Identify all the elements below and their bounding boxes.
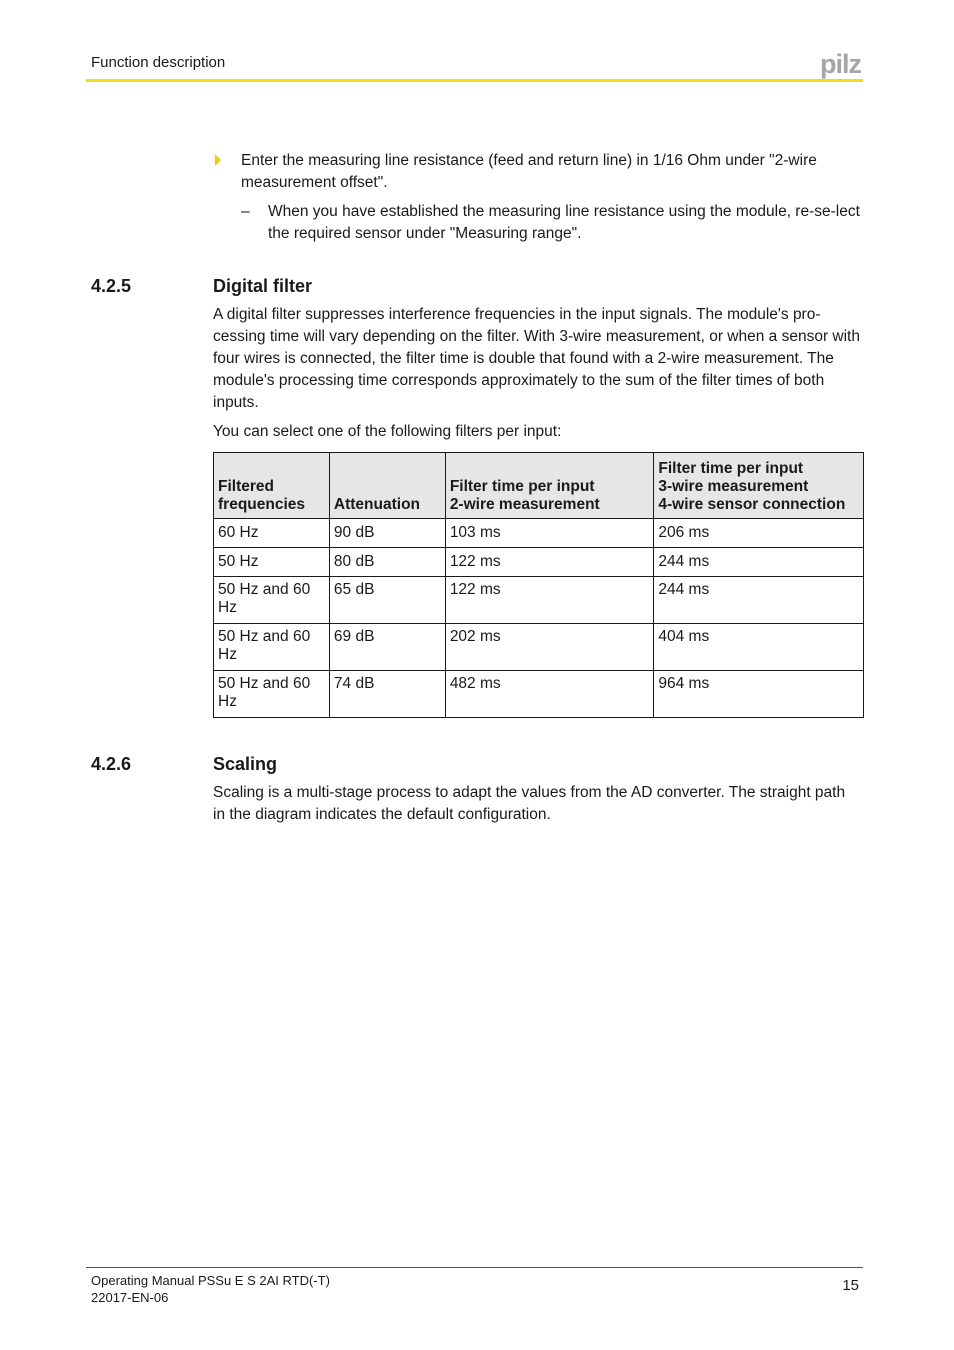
cell-time-2wire: 122 ms <box>445 548 654 577</box>
cell-attenuation: 90 dB <box>329 519 445 548</box>
cell-attenuation: 65 dB <box>329 577 445 624</box>
section-number-scaling: 4.2.6 <box>91 754 132 774</box>
header-text: 4-wire sensor connection <box>658 496 846 513</box>
header-filtered-frequencies <box>214 453 330 519</box>
header-text: 3-wire measurement <box>658 478 809 495</box>
header-text: Filtered <box>218 478 274 495</box>
cell-attenuation: 69 dB <box>329 624 445 671</box>
cell-time-3wire: 244 ms <box>654 548 864 577</box>
cell-attenuation: 74 dB <box>329 671 445 718</box>
svg-text:pilz: pilz <box>820 49 861 79</box>
cell-time-3wire: 244 ms <box>654 577 864 624</box>
instruction-bullet-text: Enter the measuring line resistance (feed and return line) in 1/16 Ohm under "2-wire measurement offset". <box>241 152 817 191</box>
filter-table <box>213 452 864 718</box>
cell-time-2wire: 202 ms <box>445 624 654 671</box>
cell-frequencies: 50 Hz and 60 Hz <box>214 624 330 671</box>
cell-time-2wire: 103 ms <box>445 519 654 548</box>
running-header-title: Function description <box>91 54 226 71</box>
section-title-digital-filter: Digital filter <box>213 276 313 296</box>
cell-attenuation: 80 dB <box>329 548 445 577</box>
header-text: Filter time per input <box>449 478 595 495</box>
cell-time-2wire: 122 ms <box>445 577 654 624</box>
section-number-digital-filter: 4.2.5 <box>91 276 132 296</box>
table-row <box>214 519 864 548</box>
table-row <box>214 671 864 718</box>
header-text: Attenuation <box>333 496 421 513</box>
header-text: Filter time per input <box>658 460 804 477</box>
cell-time-2wire: 482 ms <box>445 671 654 718</box>
page-number: 15 <box>842 1277 859 1294</box>
header-text: frequencies <box>218 496 306 513</box>
table-row <box>214 548 864 577</box>
footer-manual-title: Operating Manual PSSu E S 2AI RTD(-T) <box>91 1273 330 1288</box>
table-row <box>214 624 864 671</box>
result-dash: – <box>241 203 250 220</box>
footer-rule <box>86 1267 863 1268</box>
header-rule <box>86 79 863 82</box>
footer-doc-number: 22017-EN-06 <box>91 1290 169 1305</box>
cell-time-3wire: 964 ms <box>654 671 864 718</box>
table-row <box>214 577 864 624</box>
bullet-arrow-icon <box>215 154 221 166</box>
scaling-paragraph: Scaling is a multi-stage process to adapt the values from the AD converter. The straight path in the diagram indicates the default configuration. <box>213 784 846 823</box>
cell-frequencies: 60 Hz <box>214 519 330 548</box>
cell-frequencies: 50 Hz and 60 Hz <box>214 577 330 624</box>
cell-frequencies: 50 Hz and 60 Hz <box>214 671 330 718</box>
pilz-logo <box>818 49 866 79</box>
cell-frequencies: 50 Hz <box>214 548 330 577</box>
header-filter-time-2wire <box>445 453 654 519</box>
section-title-scaling: Scaling <box>213 754 278 774</box>
digital-filter-paragraph: A digital filter suppresses interference frequencies in the input signals. The module's pro-cessing time will vary depending on the filter. With 3-wire measurement, or when a sensor with four wires is connected, the filter time is double that found with a 2-wire measurement. The module's processing time corresponds approximately to the sum of the filter times of both inputs. <box>213 306 860 411</box>
result-text: When you have established the measuring line resistance using the module, re-se-lect the required sensor under "Measuring range". <box>268 203 860 242</box>
header-filter-time-3wire <box>654 453 864 519</box>
cell-time-3wire: 206 ms <box>654 519 864 548</box>
cell-time-3wire: 404 ms <box>654 624 864 671</box>
table-header-row <box>214 453 864 519</box>
header-attenuation <box>329 453 445 519</box>
filter-select-intro: You can select one of the following filters per input: <box>213 423 562 440</box>
header-text: 2-wire measurement <box>449 496 600 513</box>
